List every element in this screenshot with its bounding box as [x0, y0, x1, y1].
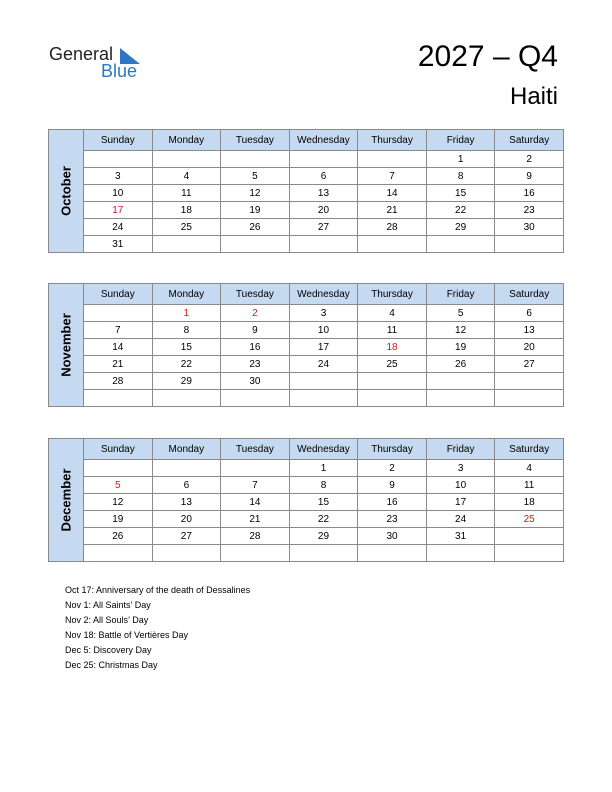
- month-label-cell: [49, 130, 84, 253]
- day-cell: [84, 390, 153, 407]
- day-cell: 28: [221, 528, 290, 545]
- day-cell: 4: [358, 305, 427, 322]
- day-cell: [289, 373, 358, 390]
- day-cell: 27: [495, 356, 564, 373]
- day-cell: [495, 373, 564, 390]
- day-cell: [221, 545, 290, 562]
- day-cell: 11: [152, 185, 221, 202]
- day-cell: 21: [358, 202, 427, 219]
- day-cell: 6: [495, 305, 564, 322]
- day-cell: [289, 236, 358, 253]
- month-name: November: [58, 313, 74, 377]
- day-cell: 27: [152, 528, 221, 545]
- day-cell: 19: [426, 339, 495, 356]
- day-cell: 11: [358, 322, 427, 339]
- day-cell: 18: [152, 202, 221, 219]
- weekday-header: Thursday: [358, 284, 427, 305]
- day-cell: 25: [358, 356, 427, 373]
- month-label-cell: [49, 439, 84, 562]
- weekday-header: Wednesday: [289, 439, 358, 460]
- day-cell: [426, 390, 495, 407]
- week-row: [49, 373, 564, 390]
- weekday-header: Saturday: [495, 284, 564, 305]
- week-row: [49, 390, 564, 407]
- weekday-header: Wednesday: [289, 284, 358, 305]
- day-cell: 25: [152, 219, 221, 236]
- week-row: [49, 511, 564, 528]
- holiday-note: Dec 5: Discovery Day: [65, 645, 152, 655]
- month-december: [48, 438, 564, 562]
- weekday-header: Saturday: [495, 439, 564, 460]
- day-cell: 3: [426, 460, 495, 477]
- day-cell: [426, 373, 495, 390]
- page-title: 2027 – Q4: [417, 40, 558, 73]
- day-cell: 3: [289, 305, 358, 322]
- day-cell: 4: [152, 168, 221, 185]
- calendar-table: [48, 438, 564, 562]
- week-row: [49, 545, 564, 562]
- day-cell: [495, 545, 564, 562]
- day-cell: [152, 460, 221, 477]
- day-cell: 29: [289, 528, 358, 545]
- day-cell: [358, 236, 427, 253]
- day-cell: 31: [426, 528, 495, 545]
- day-cell: [289, 151, 358, 168]
- month-october: [48, 129, 564, 253]
- day-cell: 1: [289, 460, 358, 477]
- day-cell: 8: [152, 322, 221, 339]
- day-cell: 7: [84, 322, 153, 339]
- day-cell: 24: [426, 511, 495, 528]
- day-cell: 12: [84, 494, 153, 511]
- month-name: October: [58, 166, 74, 216]
- weekday-header: Wednesday: [289, 130, 358, 151]
- day-cell: 22: [289, 511, 358, 528]
- day-cell: 17: [84, 202, 153, 219]
- holiday-note: Dec 25: Christmas Day: [65, 660, 158, 670]
- day-cell: 24: [289, 356, 358, 373]
- day-cell: [84, 545, 153, 562]
- day-cell: [221, 151, 290, 168]
- day-cell: 14: [84, 339, 153, 356]
- day-cell: [426, 236, 495, 253]
- weekday-header: Sunday: [84, 284, 153, 305]
- day-cell: 3: [84, 168, 153, 185]
- weekday-header: Sunday: [84, 439, 153, 460]
- week-row: [49, 236, 564, 253]
- day-cell: [358, 390, 427, 407]
- day-cell: 1: [152, 305, 221, 322]
- day-cell: [289, 545, 358, 562]
- month-label-cell: [49, 284, 84, 407]
- day-cell: 30: [358, 528, 427, 545]
- day-cell: 2: [495, 151, 564, 168]
- weekday-header: Monday: [152, 439, 221, 460]
- weekday-header: Saturday: [495, 130, 564, 151]
- day-cell: 2: [221, 305, 290, 322]
- day-cell: [289, 390, 358, 407]
- day-cell: [426, 545, 495, 562]
- week-row: [49, 168, 564, 185]
- day-cell: 23: [221, 356, 290, 373]
- country-name: Haiti: [509, 83, 558, 110]
- day-cell: 23: [495, 202, 564, 219]
- holiday-notes: [65, 583, 250, 673]
- weekday-header: Thursday: [358, 130, 427, 151]
- day-cell: 22: [426, 202, 495, 219]
- day-cell: 22: [152, 356, 221, 373]
- day-cell: 12: [426, 322, 495, 339]
- day-cell: 16: [495, 185, 564, 202]
- holiday-note: Oct 17: Anniversary of the death of Dessalines: [65, 585, 251, 595]
- week-row: [49, 305, 564, 322]
- day-cell: 31: [84, 236, 153, 253]
- day-cell: 20: [289, 202, 358, 219]
- day-cell: [84, 151, 153, 168]
- day-cell: [358, 151, 427, 168]
- day-cell: 9: [495, 168, 564, 185]
- week-row: [49, 494, 564, 511]
- day-cell: [152, 390, 221, 407]
- weekday-header: Friday: [426, 439, 495, 460]
- day-cell: [495, 236, 564, 253]
- day-cell: 20: [152, 511, 221, 528]
- day-cell: [358, 373, 427, 390]
- week-row: [49, 339, 564, 356]
- week-row: [49, 322, 564, 339]
- day-cell: [358, 545, 427, 562]
- day-cell: 2: [358, 460, 427, 477]
- calendar-table: [48, 129, 564, 253]
- day-cell: 15: [152, 339, 221, 356]
- day-cell: 16: [358, 494, 427, 511]
- day-cell: 20: [495, 339, 564, 356]
- day-cell: 26: [221, 219, 290, 236]
- day-cell: 12: [221, 185, 290, 202]
- day-cell: 13: [152, 494, 221, 511]
- day-cell: 29: [426, 219, 495, 236]
- day-cell: [495, 528, 564, 545]
- day-cell: 8: [289, 477, 358, 494]
- weekday-header: Tuesday: [221, 284, 290, 305]
- day-cell: [152, 545, 221, 562]
- day-cell: 28: [358, 219, 427, 236]
- day-cell: 16: [221, 339, 290, 356]
- day-cell: 5: [84, 477, 153, 494]
- logo-general-text: General: [49, 44, 114, 64]
- day-cell: 9: [358, 477, 427, 494]
- day-cell: 19: [84, 511, 153, 528]
- day-cell: 6: [152, 477, 221, 494]
- day-cell: 1: [426, 151, 495, 168]
- day-cell: [152, 236, 221, 253]
- day-cell: 17: [289, 339, 358, 356]
- day-cell: 19: [221, 202, 290, 219]
- week-row: [49, 185, 564, 202]
- day-cell: 5: [221, 168, 290, 185]
- day-cell: 5: [426, 305, 495, 322]
- month-name: December: [58, 468, 74, 532]
- day-cell: 10: [289, 322, 358, 339]
- day-cell: 18: [358, 339, 427, 356]
- day-cell: 14: [221, 494, 290, 511]
- week-row: [49, 219, 564, 236]
- holiday-note: Nov 2: All Souls’ Day: [65, 615, 149, 625]
- day-cell: 21: [221, 511, 290, 528]
- weekday-header: Thursday: [358, 439, 427, 460]
- week-row: [49, 477, 564, 494]
- day-cell: 26: [426, 356, 495, 373]
- holiday-note: Nov 1: All Saints’ Day: [65, 600, 151, 610]
- calendar-table: [48, 283, 564, 407]
- weekday-header: Monday: [152, 284, 221, 305]
- weekday-header: Sunday: [84, 130, 153, 151]
- day-cell: 6: [289, 168, 358, 185]
- day-cell: 15: [426, 185, 495, 202]
- day-cell: 25: [495, 511, 564, 528]
- weekday-header: Friday: [426, 284, 495, 305]
- month-november: [48, 283, 564, 407]
- day-cell: 8: [426, 168, 495, 185]
- day-cell: 28: [84, 373, 153, 390]
- day-cell: 10: [426, 477, 495, 494]
- day-cell: 24: [84, 219, 153, 236]
- day-cell: 7: [221, 477, 290, 494]
- day-cell: [221, 460, 290, 477]
- day-cell: 18: [495, 494, 564, 511]
- day-cell: 7: [358, 168, 427, 185]
- day-cell: 30: [221, 373, 290, 390]
- day-cell: 26: [84, 528, 153, 545]
- weekday-header: Tuesday: [221, 439, 290, 460]
- day-cell: 21: [84, 356, 153, 373]
- day-cell: [221, 390, 290, 407]
- week-row: [49, 356, 564, 373]
- week-row: [49, 202, 564, 219]
- day-cell: 13: [289, 185, 358, 202]
- holiday-note: Nov 18: Battle of Vertières Day: [65, 630, 189, 640]
- day-cell: [152, 151, 221, 168]
- day-cell: [221, 236, 290, 253]
- day-cell: 15: [289, 494, 358, 511]
- day-cell: 13: [495, 322, 564, 339]
- day-cell: [495, 390, 564, 407]
- day-cell: 10: [84, 185, 153, 202]
- logo-blue-text: Blue: [101, 61, 138, 81]
- week-row: [49, 460, 564, 477]
- week-row: [49, 528, 564, 545]
- day-cell: 23: [358, 511, 427, 528]
- day-cell: 4: [495, 460, 564, 477]
- day-cell: 27: [289, 219, 358, 236]
- weekday-header: Friday: [426, 130, 495, 151]
- day-cell: 30: [495, 219, 564, 236]
- day-cell: 29: [152, 373, 221, 390]
- day-cell: 11: [495, 477, 564, 494]
- weekday-header: Tuesday: [221, 130, 290, 151]
- weekday-header: Monday: [152, 130, 221, 151]
- day-cell: 17: [426, 494, 495, 511]
- day-cell: [84, 305, 153, 322]
- day-cell: 14: [358, 185, 427, 202]
- day-cell: [84, 460, 153, 477]
- day-cell: 9: [221, 322, 290, 339]
- week-row: [49, 151, 564, 168]
